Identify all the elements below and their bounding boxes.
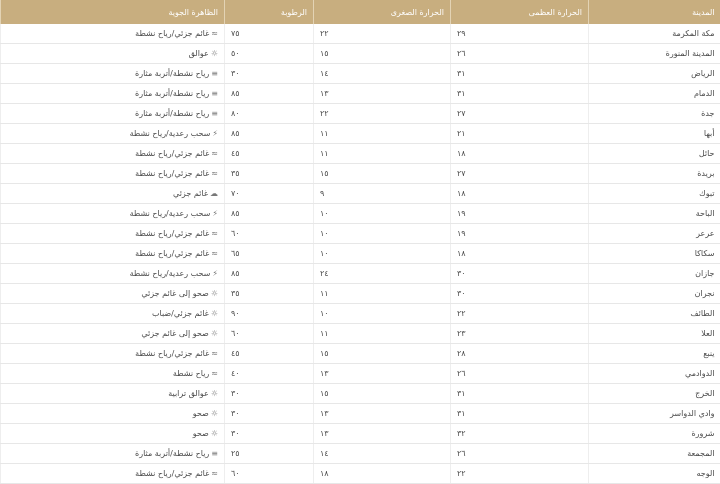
max-temp-cell: ٢٢ [451, 464, 589, 484]
thunder-cloud-icon: ⚡ [212, 209, 218, 218]
humidity-cell: ٤٠ [225, 364, 314, 384]
partly-cloudy-windy-icon: ≈ [211, 29, 218, 38]
table-row [1, 384, 720, 404]
humidity-cell: ٣٠ [225, 384, 314, 404]
phenomenon-label: غائم جزئي/ضباب [152, 309, 209, 318]
min-temp-cell: ٢٢ [314, 24, 451, 44]
min-temp-cell: ١٣ [314, 404, 451, 424]
phenomenon-label: غائم جزئي/رياح نشطة [135, 229, 209, 238]
humidity-cell: ٦٠ [225, 464, 314, 484]
max-temp-cell: ١٨ [451, 144, 589, 164]
max-temp-cell: ١٨ [451, 244, 589, 264]
phenomenon-label: رياح نشطة [173, 369, 209, 378]
max-temp-cell: ١٨ [451, 184, 589, 204]
min-temp-cell: ١٤ [314, 64, 451, 84]
min-temp-cell: ١١ [314, 284, 451, 304]
max-temp-cell: ٢٧ [451, 104, 589, 124]
phenomenon-cell [1, 204, 225, 224]
max-temp-cell: ١٩ [451, 204, 589, 224]
column-header-min-temp[interactable]: الحرارة الصغرى [314, 0, 451, 24]
table-row [1, 44, 720, 64]
table-row [1, 224, 720, 244]
phenomenon-label: رياح نشطة/أتربة مثارة [135, 89, 209, 98]
table-row [1, 404, 720, 424]
dust-wind-icon: ≡ [211, 69, 218, 78]
city-cell: الباحة [589, 204, 720, 224]
min-temp-cell: ١٠ [314, 224, 451, 244]
city-cell: بريدة [589, 164, 720, 184]
sun-cloud-icon: ☼ [211, 329, 218, 338]
partly-cloudy-windy-icon: ≈ [211, 469, 218, 478]
phenomenon-label: غائم جزئي/رياح نشطة [135, 469, 209, 478]
max-temp-cell: ٣٠ [451, 264, 589, 284]
min-temp-cell: ٢٤ [314, 264, 451, 284]
table-row [1, 264, 720, 284]
phenomenon-label: رياح نشطة/أتربة مثارة [135, 449, 209, 458]
table-row [1, 304, 720, 324]
max-temp-cell: ٢٣ [451, 324, 589, 344]
city-cell: أبها [589, 124, 720, 144]
max-temp-cell: ٣١ [451, 84, 589, 104]
table-row [1, 364, 720, 384]
phenomenon-cell [1, 424, 225, 444]
thunder-cloud-icon: ⚡ [212, 129, 218, 138]
min-temp-cell: ١١ [314, 124, 451, 144]
min-temp-cell: ٩ [314, 184, 451, 204]
phenomenon-cell [1, 164, 225, 184]
humidity-cell: ٧٥ [225, 24, 314, 44]
min-temp-cell: ١٣ [314, 424, 451, 444]
phenomenon-cell [1, 184, 225, 204]
phenomenon-label: غائم جزئي/رياح نشطة [135, 169, 209, 178]
city-cell: الدوادمي [589, 364, 720, 384]
fog-icon: ☼ [211, 309, 218, 318]
max-temp-cell: ٣٠ [451, 284, 589, 304]
phenomenon-cell [1, 384, 225, 404]
phenomenon-cell [1, 84, 225, 104]
phenomenon-label: غائم جزئي/رياح نشطة [135, 149, 209, 158]
table-row [1, 104, 720, 124]
phenomenon-cell [1, 64, 225, 84]
min-temp-cell: ١٤ [314, 444, 451, 464]
column-header-phenomenon[interactable]: الظاهرة الجوية [1, 0, 225, 24]
max-temp-cell: ٢٦ [451, 444, 589, 464]
phenomenon-label: غائم جزئي/رياح نشطة [135, 29, 209, 38]
max-temp-cell: ٢١ [451, 124, 589, 144]
phenomenon-cell [1, 24, 225, 44]
column-header-max-temp[interactable]: الحرارة العظمى [451, 0, 589, 24]
city-cell: المجمعة [589, 444, 720, 464]
table-row [1, 464, 720, 484]
humidity-cell: ٨٥ [225, 204, 314, 224]
partly-cloudy-icon: ☁ [210, 189, 218, 198]
phenomenon-cell [1, 304, 225, 324]
humidity-cell: ٦٥ [225, 244, 314, 264]
min-temp-cell: ١٥ [314, 44, 451, 64]
city-cell: وادي الدواسر [589, 404, 720, 424]
table-row [1, 324, 720, 344]
min-temp-cell: ١٥ [314, 344, 451, 364]
min-temp-cell: ١٨ [314, 464, 451, 484]
max-temp-cell: ٢٦ [451, 364, 589, 384]
city-cell: العلا [589, 324, 720, 344]
table-row [1, 424, 720, 444]
max-temp-cell: ٢٢ [451, 304, 589, 324]
humidity-cell: ٦٠ [225, 224, 314, 244]
table-row [1, 164, 720, 184]
city-cell: الرياض [589, 64, 720, 84]
min-temp-cell: ١٠ [314, 304, 451, 324]
phenomenon-cell [1, 264, 225, 284]
phenomenon-cell [1, 324, 225, 344]
partly-cloudy-windy-icon: ≈ [211, 149, 218, 158]
city-cell: الوجه [589, 464, 720, 484]
humidity-cell: ٧٠ [225, 184, 314, 204]
city-cell: جازان [589, 264, 720, 284]
humidity-cell: ٨٠ [225, 104, 314, 124]
phenomenon-cell [1, 104, 225, 124]
phenomenon-label: رياح نشطة/أتربة مثارة [135, 109, 209, 118]
city-cell: حائل [589, 144, 720, 164]
humidity-cell: ٩٠ [225, 304, 314, 324]
table-row [1, 124, 720, 144]
partly-cloudy-windy-icon: ≈ [211, 169, 218, 178]
min-temp-cell: ٢٢ [314, 104, 451, 124]
table-row [1, 144, 720, 164]
phenomenon-cell [1, 44, 225, 64]
partly-cloudy-windy-icon: ≈ [211, 349, 218, 358]
max-temp-cell: ٢٨ [451, 344, 589, 364]
column-header-humidity[interactable]: الرطوبة [225, 0, 314, 24]
phenomenon-label: غائم جزئي [173, 189, 208, 198]
max-temp-cell: ٢٦ [451, 44, 589, 64]
city-cell: ينبع [589, 344, 720, 364]
city-cell: شرورة [589, 424, 720, 444]
table-row [1, 184, 720, 204]
phenomenon-label: سحب رعدية/رياح نشطة [130, 209, 211, 218]
phenomenon-label: غائم جزئي/رياح نشطة [135, 249, 209, 258]
table-row [1, 444, 720, 464]
column-header-city[interactable]: المدينة [589, 0, 720, 24]
max-temp-cell: ٣٢ [451, 424, 589, 444]
phenomenon-label: صحو [193, 429, 209, 438]
header-row [1, 0, 720, 24]
phenomenon-cell [1, 464, 225, 484]
humidity-cell: ٣٠ [225, 424, 314, 444]
city-cell: الخرج [589, 384, 720, 404]
phenomenon-cell [1, 244, 225, 264]
city-cell: الدمام [589, 84, 720, 104]
humidity-cell: ٥٠ [225, 44, 314, 64]
phenomenon-label: صحو [193, 409, 209, 418]
city-cell: عرعر [589, 224, 720, 244]
dust-wind-icon: ≡ [211, 89, 218, 98]
partly-cloudy-windy-icon: ≈ [211, 249, 218, 258]
partly-cloudy-windy-icon: ≈ [211, 229, 218, 238]
table-row [1, 244, 720, 264]
phenomenon-cell [1, 404, 225, 424]
city-cell: الطائف [589, 304, 720, 324]
dust-wind-icon: ≡ [211, 449, 218, 458]
min-temp-cell: ١٥ [314, 164, 451, 184]
humidity-cell: ٢٥ [225, 444, 314, 464]
wind-icon: ≈ [211, 369, 218, 378]
min-temp-cell: ١٥ [314, 384, 451, 404]
min-temp-cell: ١٠ [314, 244, 451, 264]
table-row [1, 84, 720, 104]
city-cell: تبوك [589, 184, 720, 204]
city-cell: سكاكا [589, 244, 720, 264]
max-temp-cell: ١٩ [451, 224, 589, 244]
max-temp-cell: ٣١ [451, 404, 589, 424]
max-temp-cell: ٢٩ [451, 24, 589, 44]
dust-haze-icon: ☼ [211, 389, 218, 398]
table-row [1, 284, 720, 304]
min-temp-cell: ١٣ [314, 364, 451, 384]
phenomenon-label: سحب رعدية/رياح نشطة [130, 129, 211, 138]
phenomenon-cell [1, 364, 225, 384]
phenomenon-cell [1, 444, 225, 464]
humidity-cell: ٣٥ [225, 164, 314, 184]
city-cell: المدينة المنورة [589, 44, 720, 64]
humidity-cell: ٤٥ [225, 144, 314, 164]
phenomenon-label: سحب رعدية/رياح نشطة [130, 269, 211, 278]
humidity-cell: ٤٥ [225, 344, 314, 364]
max-temp-cell: ٣١ [451, 384, 589, 404]
thunder-cloud-icon: ⚡ [212, 269, 218, 278]
humidity-cell: ٣٠ [225, 64, 314, 84]
phenomenon-label: رياح نشطة/أتربة مثارة [135, 69, 209, 78]
table-body [1, 24, 720, 484]
humidity-cell: ٦٠ [225, 324, 314, 344]
phenomenon-label: صحو إلى غائم جزئي [141, 329, 208, 338]
table-row [1, 24, 720, 44]
humidity-cell: ٨٥ [225, 84, 314, 104]
phenomenon-cell [1, 344, 225, 364]
min-temp-cell: ١٠ [314, 204, 451, 224]
min-temp-cell: ١٣ [314, 84, 451, 104]
phenomenon-label: عوالق ترابية [168, 389, 209, 398]
humidity-cell: ٨٥ [225, 264, 314, 284]
min-temp-cell: ١١ [314, 324, 451, 344]
max-temp-cell: ٢٧ [451, 164, 589, 184]
humidity-cell: ٣٠ [225, 404, 314, 424]
phenomenon-cell [1, 124, 225, 144]
sun-icon: ☼ [211, 429, 218, 438]
table-row [1, 64, 720, 84]
sun-cloud-icon: ☼ [211, 289, 218, 298]
max-temp-cell: ٣١ [451, 64, 589, 84]
phenomenon-cell [1, 144, 225, 164]
dust-wind-icon: ≡ [211, 109, 218, 118]
phenomenon-label: صحو إلى غائم جزئي [141, 289, 208, 298]
phenomenon-cell [1, 284, 225, 304]
phenomenon-label: غائم جزئي/رياح نشطة [135, 349, 209, 358]
humidity-cell: ٣٥ [225, 284, 314, 304]
city-cell: جدة [589, 104, 720, 124]
sun-icon: ☼ [211, 409, 218, 418]
table-header [1, 0, 720, 24]
city-cell: مكة المكرمة [589, 24, 720, 44]
humidity-cell: ٨٥ [225, 124, 314, 144]
city-cell: نجران [589, 284, 720, 304]
phenomenon-cell [1, 224, 225, 244]
phenomenon-label: عوالق [189, 49, 209, 58]
min-temp-cell: ١١ [314, 144, 451, 164]
haze-icon: ☼ [211, 49, 218, 58]
table-row [1, 344, 720, 364]
table-row [1, 204, 720, 224]
